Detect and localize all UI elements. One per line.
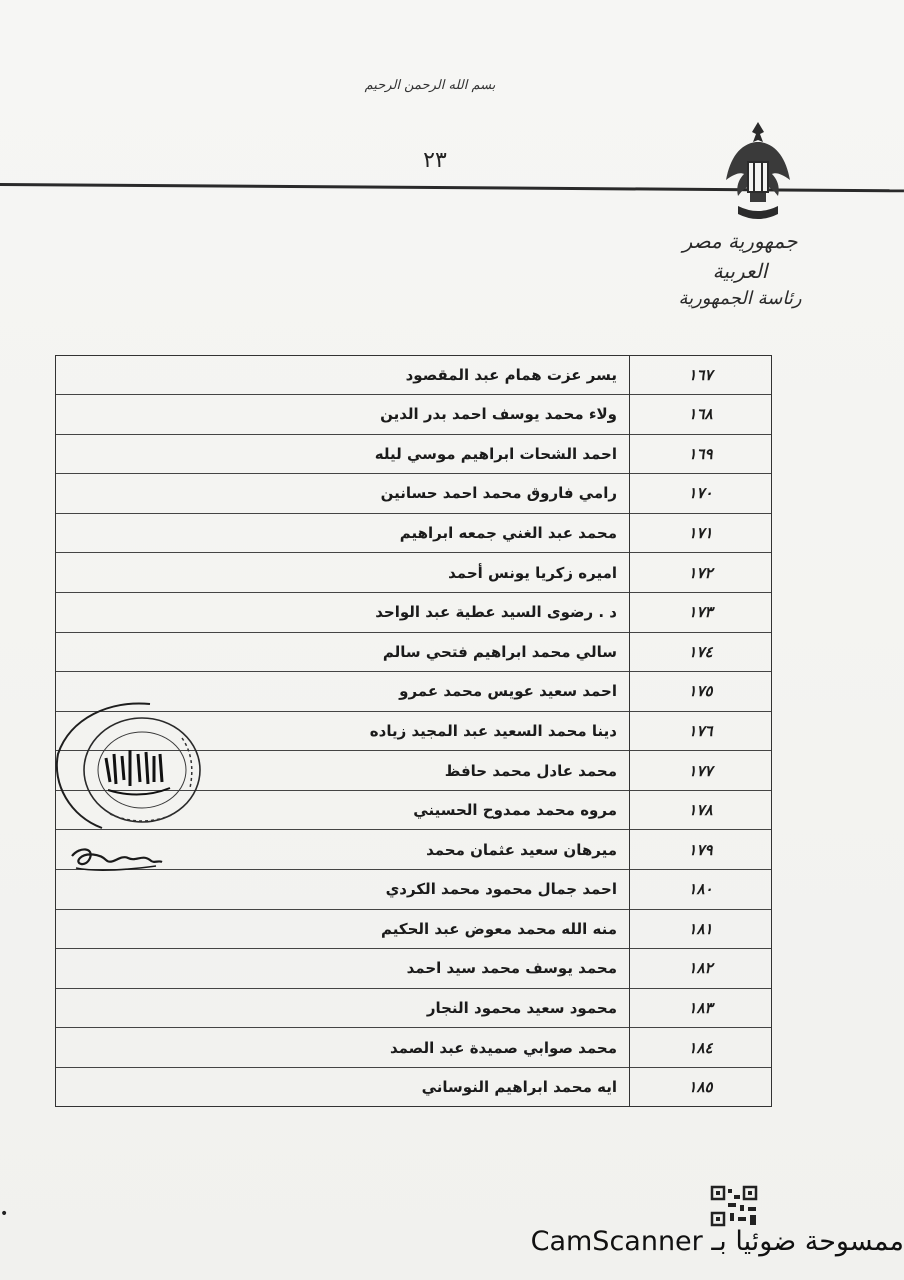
table-row [56,553,771,593]
row-number: ١٧٢ [630,553,772,593]
row-number: ١٨٤ [630,1028,772,1068]
row-name: محمد صوابي صميدة عبد الصمد [56,1028,630,1068]
row-number: ١٦٨ [630,395,772,435]
row-number: ١٧٥ [630,672,772,712]
row-number: ١٨٥ [630,1067,772,1106]
row-name: مروه محمد ممدوح الحسيني [56,790,630,830]
row-name: محمد يوسف محمد سيد احمد [56,949,630,989]
table-row [56,909,771,949]
row-number: ١٧٩ [630,830,772,870]
table-row [56,395,771,435]
row-name: احمد الشحات ابراهيم موسي ليله [56,434,630,474]
row-name: د . رضوى السيد عطية عبد الواحد [56,592,630,632]
table-row [56,632,771,672]
row-name: احمد جمال محمود محمد الكردي [56,869,630,909]
page-number: ٢٣ [423,148,447,173]
table-row [56,434,771,474]
letterhead-office: رئاسة الجمهورية [678,288,802,309]
qr-code-icon [710,1185,758,1227]
row-name: ايه محمد ابراهيم النوساني [56,1067,630,1106]
row-number: ١٧٦ [630,711,772,751]
row-name: منه الله محمد معوض عبد الحكيم [56,909,630,949]
table-row [56,1067,771,1106]
row-number: ١٨٠ [630,869,772,909]
table-row [56,1028,771,1068]
row-number: ١٧١ [630,513,772,553]
row-number: ١٦٩ [630,434,772,474]
row-number: ١٧٧ [630,751,772,791]
row-name: محمد عادل محمد حافظ [56,751,630,791]
official-seal-icon [50,698,200,838]
eagle-emblem-icon [720,118,796,228]
table-row [56,356,771,395]
table-row [56,474,771,514]
row-number: ١٧٣ [630,592,772,632]
row-number: ١٨٣ [630,988,772,1028]
row-name: ولاء محمد يوسف احمد بدر الدين [56,395,630,435]
row-name: سالي محمد ابراهيم فتحي سالم [56,632,630,672]
row-number: ١٧٠ [630,474,772,514]
row-number: ١٦٧ [630,356,772,395]
row-number: ١٧٤ [630,632,772,672]
row-name: ميرهان سعيد عثمان محمد [56,830,630,870]
row-name: اميره زكريا يونس أحمد [56,553,630,593]
row-name: محمد عبد الغني جمعه ابراهيم [56,513,630,553]
row-number: ١٨٢ [630,949,772,989]
row-name: محمود سعيد محمود النجار [56,988,630,1028]
signature-icon [66,840,166,880]
letterhead-country: جمهورية مصر العربية [682,229,798,283]
table-row [56,949,771,989]
basmala-heading: بسم الله الرحمن الرحيم [364,78,496,93]
table-row [56,513,771,553]
scanner-watermark: ممسوحة ضوئيا بـ CamScanner [530,1226,904,1257]
row-number: ١٨١ [630,909,772,949]
edge-mark: • [0,1206,9,1222]
row-number: ١٧٨ [630,790,772,830]
row-name: احمد سعيد عويس محمد عمرو [56,672,630,712]
letterhead [660,226,820,312]
table-row [56,592,771,632]
row-name: دينا محمد السعيد عبد المجيد زياده [56,711,630,751]
table-row [56,988,771,1028]
row-name: رامي فاروق محمد احمد حسانين [56,474,630,514]
row-name: يسر عزت همام عبد المقصود [405,366,617,385]
